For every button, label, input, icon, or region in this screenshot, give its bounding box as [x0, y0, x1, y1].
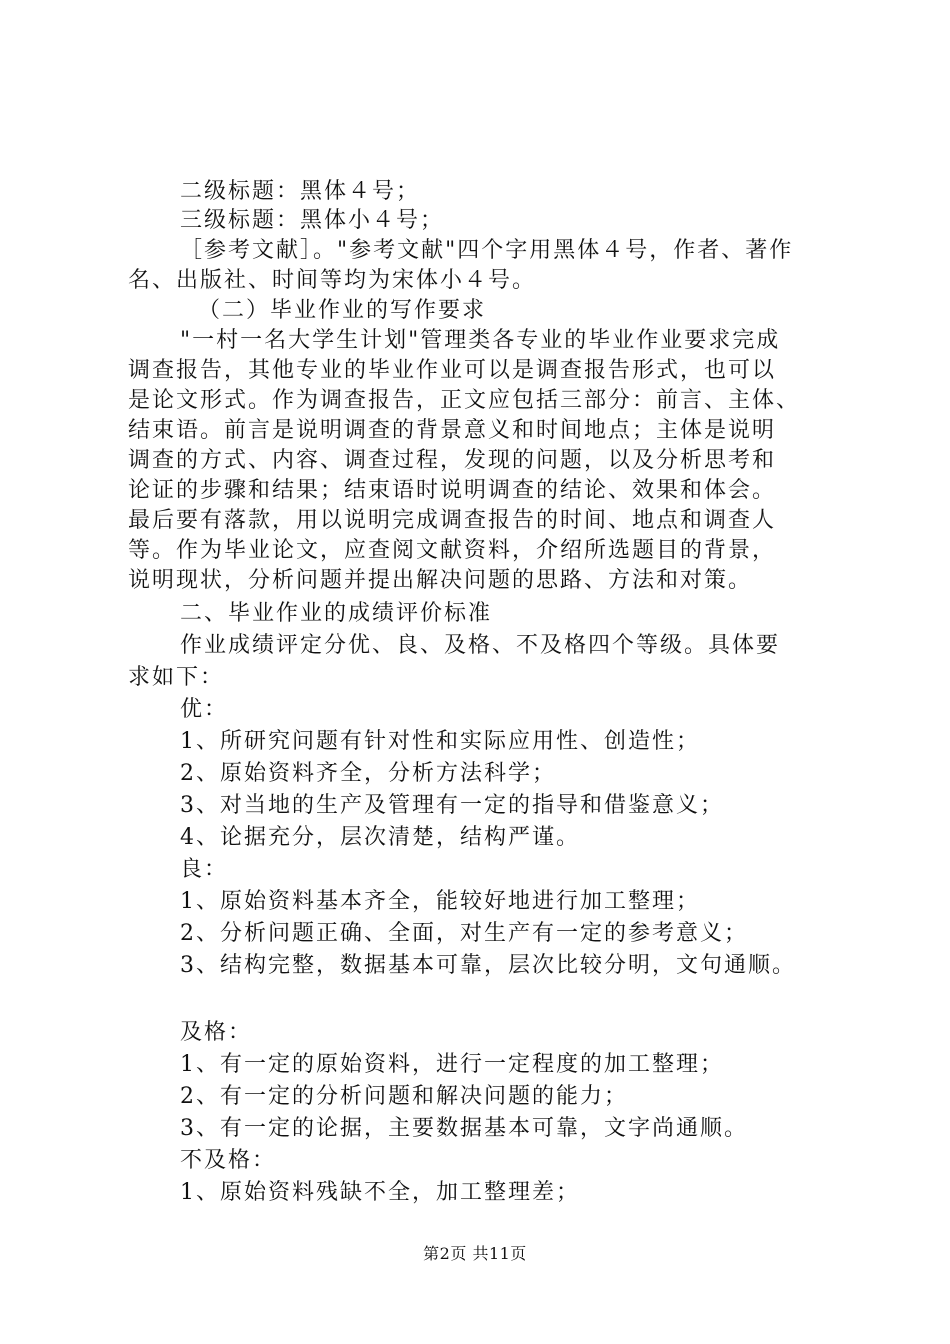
- list-item: 4、论据充分，层次清楚，结构严谨。: [180, 825, 580, 850]
- text-line: 最后要有落款，用以说明完成调查报告的时间、地点和调查人: [128, 508, 777, 533]
- list-item: 2、分析问题正确、全面，对生产有一定的参考意义；: [180, 921, 748, 946]
- text-line: 等。作为毕业论文，应查阅文献资料，介绍所选题目的背景，: [128, 538, 777, 563]
- grade-heading: 不及格：: [180, 1148, 277, 1173]
- text-line: 名、出版社、时间等均为宋体小４号。: [128, 268, 537, 293]
- text-line: 求如下：: [128, 665, 225, 690]
- text-line: 说明现状，分析问题并提出解决问题的思路、方法和对策。: [128, 568, 753, 593]
- list-item: 1、所研究问题有针对性和实际应用性、创造性；: [180, 729, 700, 754]
- grade-heading: 良：: [180, 857, 229, 882]
- text-line: 结束语。前言是说明调查的背景意义和时间地点；主体是说明: [128, 418, 777, 443]
- grade-heading: 优：: [180, 697, 229, 722]
- section-heading: （二）毕业作业的写作要求: [198, 298, 487, 323]
- text-line: 是论文形式。作为调查报告，正文应包括三部分：前言、主体、: [128, 388, 801, 413]
- text-line: ［参考文献］。"参考文献"四个字用黑体４号，作者、著作: [180, 238, 794, 263]
- text-line: 作业成绩评定分优、良、及格、不及格四个等级。具体要: [180, 633, 781, 658]
- list-item: 2、有一定的分析问题和解决问题的能力；: [180, 1084, 628, 1109]
- list-item: 1、有一定的原始资料，进行一定程度的加工整理；: [180, 1052, 724, 1077]
- list-item: 2、原始资料齐全，分析方法科学；: [180, 761, 556, 786]
- list-item: 3、对当地的生产及管理有一定的指导和借鉴意义；: [180, 793, 724, 818]
- list-item: 1、原始资料残缺不全，加工整理差；: [180, 1180, 580, 1205]
- page-number-footer: 第2页 共11页: [423, 1244, 527, 1263]
- list-item: 3、有一定的论据，主要数据基本可靠，文字尚通顺。: [180, 1116, 748, 1141]
- text-line: 三级标题：黑体小４号；: [180, 208, 445, 233]
- text-line: 二级标题：黑体４号；: [180, 179, 421, 204]
- grade-heading: 及格：: [180, 1020, 253, 1045]
- text-line: 调查报告，其他专业的毕业作业可以是调查报告形式，也可以: [128, 358, 777, 383]
- text-line: "一村一名大学生计划"管理类各专业的毕业作业要求完成: [180, 328, 781, 353]
- list-item: 1、原始资料基本齐全，能较好地进行加工整理；: [180, 889, 700, 914]
- list-item: 3、结构完整，数据基本可靠，层次比较分明，文句通顺。: [180, 953, 796, 978]
- text-line: 调查的方式、内容、调查过程，发现的问题，以及分析思考和: [128, 448, 777, 473]
- text-line: 论证的步骤和结果；结束语时说明调查的结论、效果和体会。: [128, 478, 777, 503]
- section-heading: 二、毕业作业的成绩评价标准: [180, 601, 493, 626]
